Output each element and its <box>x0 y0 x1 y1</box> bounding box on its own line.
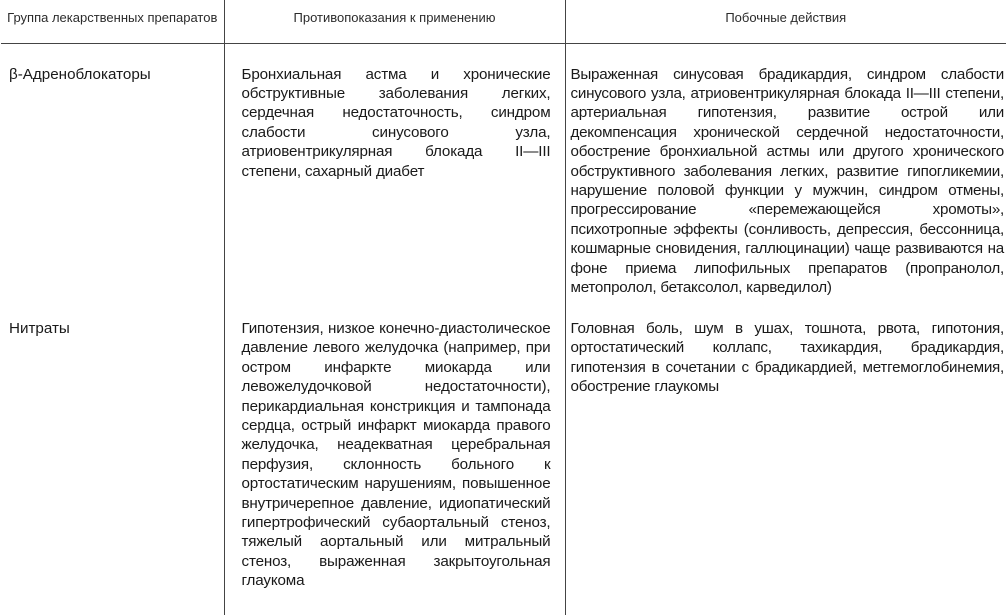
header-side-effects: Побочные действия <box>565 0 1006 43</box>
drug-group-cell: β-Адреноблокаторы <box>1 43 224 313</box>
header-drug-group: Группа лекарственных препаратов <box>1 0 224 43</box>
side-effects-text: Головная боль, шум в ушах, тошнота, рвота, гипотония, ортостатический коллапс, тахикардия, брадикардия, гипотензия в сочетании с брадикардией, метгемоглобинемия, обострение глаукомы <box>570 320 1004 396</box>
side-effects-text: Выраженная синусовая брадикардия, синдром слабости синусового узла, атриовентрикулярная блокада II—III степени, артериальная гипотензия, развитие острой или декомпенсация хронической сердечной недостаточности, обострение бронхиальной астмы или другого хронического обструктивного заболевания легких, развитие гипогликемии, нарушение половой функции у мужчин, синдром отмены, прогрессирование «перемежающейся хромоты», психотропные эффекты (сонливость, депрессия, бессонница, кошмарные сновидения, галлюцинации) чаще развиваются на фоне приема липофильных препаратов (пропранолол, метопролол, бетаксолол, карведилол) <box>570 65 1004 296</box>
contraindications-table <box>1 0 1006 615</box>
table-row-beta-blockers <box>1 43 1006 313</box>
table-row-nitrates <box>1 313 1006 615</box>
contraindications-text: Гипотензия, низкое конечно-диастолическое давление левого желудочка (например, при остром инфаркте миокарда или левожелудочковой недостаточности), перикардиальная констрикция и тампонада сердца, острый инфаркт миокарда правого желудочка, неадекватная церебральная перфузия, склонность больного к ортостатическим нарушениям, повышенное внутричерепное давление, идиопатический гипертрофический субаортальный стеноз, тяжелый аортальный или митральный стеноз, выраженная закрытоугольная глаукома <box>241 320 551 590</box>
contraindications-text: Бронхиальная астма и хронические обструктивные заболевания легких, сердечная недостаточность, синдром слабости синусового узла, атриовентрикулярная блокада II—III степени, сахарный диабет <box>241 65 551 180</box>
contraindications-cell <box>224 313 565 615</box>
side-effects-cell <box>565 313 1006 615</box>
header-contraindications: Противопоказания к применению <box>224 0 565 43</box>
drug-group-cell: Нитраты <box>1 313 224 615</box>
side-effects-cell <box>565 43 1006 313</box>
contraindications-cell <box>224 43 565 313</box>
header-row <box>1 0 1006 43</box>
table-header <box>1 0 1006 43</box>
table-body <box>1 43 1006 615</box>
